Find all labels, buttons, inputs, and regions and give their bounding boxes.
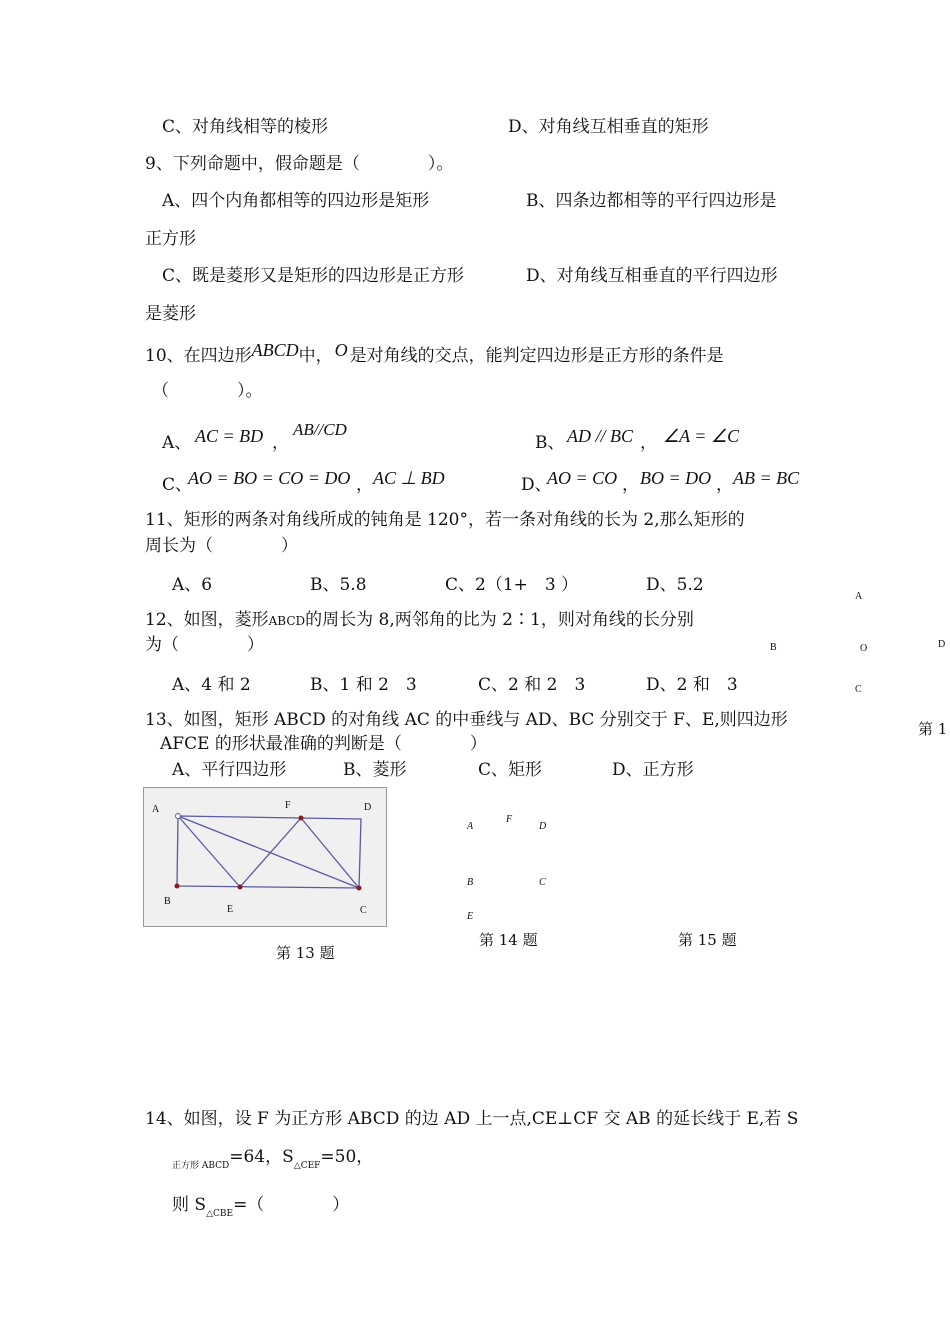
fig13-label-e: E: [227, 904, 234, 915]
fig12-label-a: A: [855, 591, 863, 602]
q10-option-b-math1: AD // BC: [567, 426, 633, 446]
q10-stem-prefix: 10、在四边形: [145, 346, 252, 366]
q10-option-d-sep2: ，: [716, 475, 733, 495]
q11-option-a: A、6: [172, 575, 213, 595]
q12-option-a: A、4 和 2: [172, 675, 251, 695]
q9-option-b-continued: 正方形: [145, 229, 196, 249]
q10-option-d-math3: AB = BC: [733, 468, 800, 488]
q12-line2: 为（ ）: [145, 635, 264, 655]
q11-option-c: C、2（1+ 3 ）: [445, 575, 579, 595]
fig13-label-d: D: [364, 802, 372, 813]
q14-line2: [172, 1146, 373, 1177]
fig14-label-f: F: [506, 814, 513, 825]
q9-option-a: A、四个内角都相等的四边形是矩形: [162, 191, 430, 211]
q10-option-b-label: B、: [535, 433, 565, 453]
q10-quad-name: ABCD: [251, 340, 299, 360]
q9-option-c: C、既是菱形又是矩形的四边形是正方形: [162, 266, 465, 286]
q13-line1: 13、如图，矩形 ABCD 的对角线 AC 的中垂线与 AD、BC 分别交于 F、E,则四边形: [145, 710, 788, 730]
fig14-caption: 第 14 题: [479, 931, 538, 949]
q8-option-d: D、对角线互相垂直的矩形: [508, 117, 709, 137]
fig13-caption: 第 13 题: [276, 944, 335, 962]
fig13-label-a: A: [152, 804, 160, 815]
fig12-label-c: C: [855, 684, 862, 695]
q12-line1-small: ABCD: [268, 614, 306, 628]
q10-stem-suffix: 是对角线的交点，能判定四边形是正方形的条件是: [349, 346, 724, 366]
fig13-point-b: [175, 884, 180, 889]
q13-option-a: A、平行四边形: [172, 760, 287, 780]
q10-option-c-label: C、: [162, 475, 193, 495]
q10-option-c-math2: AC ⊥ BD: [373, 468, 445, 488]
fig12-caption: 第 1: [918, 720, 948, 738]
q10-paren: （ ）。: [152, 381, 263, 401]
q9-option-d-continued: 是菱形: [145, 304, 196, 324]
fig13-svg: [144, 788, 386, 926]
q10-option-d-label: D、: [521, 475, 552, 495]
q13-option-d: D、正方形: [612, 760, 694, 780]
q10-option-c-sep: ，: [356, 475, 373, 495]
fig13-segment-fc: [301, 818, 359, 888]
fig13-segment-ae: [178, 816, 240, 887]
q13-option-b: B、菱形: [343, 760, 407, 780]
q10-option-a-math1: AC = BD: [195, 426, 264, 446]
q10-stem: [145, 340, 724, 367]
fig13-label-c: C: [360, 905, 367, 916]
q9-stem: 9、下列命题中，假命题是（ ）。: [145, 154, 454, 174]
fig14-label-e: E: [467, 911, 474, 922]
fig12-label-o: O: [860, 643, 868, 654]
q10-option-d-math2: BO = DO: [640, 468, 712, 488]
q10-option-b-sep: ，: [640, 433, 657, 453]
fig14-label-c: C: [539, 877, 546, 888]
q14-value-cef: =50，: [320, 1147, 374, 1167]
q12-line1-b: 的周长为 8,两邻角的比为 2∶1，则对角线的长分别: [305, 610, 694, 630]
q14-value-square: =64，S: [229, 1147, 294, 1167]
q10-option-b-math2: ∠A = ∠C: [663, 426, 740, 446]
q8-option-c: C、对角线相等的棱形: [162, 117, 329, 137]
q14-sub-cbe: △CBE: [206, 1209, 234, 1219]
q10-option-a-math2: AB//CD: [293, 420, 347, 439]
q11-line1: 11、矩形的两条对角线所成的钝角是 120°，若一条对角线的长为 2,那么矩形的: [145, 510, 745, 530]
fig13-label-f: F: [285, 800, 291, 811]
q14-sub-square: 正方形 ABCD: [172, 1161, 230, 1171]
q12-line1-a: 12、如图，菱形: [145, 610, 269, 630]
q14-line3-b: =（ ）: [233, 1195, 350, 1215]
q12-line1: [145, 609, 694, 632]
q14-line3: [172, 1194, 349, 1225]
q13-option-c: C、矩形: [478, 760, 543, 780]
fig14-label-d: D: [539, 821, 547, 832]
q9-option-d: D、对角线互相垂直的平行四边形: [526, 266, 778, 286]
q12-option-b: B、1 和 2 3: [310, 675, 417, 695]
q12-option-d: D、2 和 3: [646, 675, 738, 695]
fig13-point-f: [299, 816, 304, 821]
q10-option-d-sep1: ，: [622, 475, 639, 495]
fig14-label-a: A: [467, 821, 474, 832]
fig13-point-a: [176, 814, 181, 819]
q13-line2: AFCE 的形状最准确的判断是（ ）: [160, 734, 487, 754]
q11-option-d: D、5.2: [646, 575, 704, 595]
q11-option-b: B、5.8: [310, 575, 367, 595]
q10-option-d-math1: AO = CO: [547, 468, 618, 488]
fig12-label-d: D: [938, 639, 946, 650]
q10-option-a-sep: ，: [272, 433, 289, 453]
q14-sub-cef: △CEF: [293, 1161, 321, 1171]
fig13-diagonal-ac: [178, 816, 359, 888]
q10-stem-mid: 中，: [298, 346, 333, 366]
fig13-point-c: [357, 886, 362, 891]
fig13-label-b: B: [164, 896, 171, 907]
q14-line1: 14、如图，设 F 为正方形 ABCD 的边 AD 上一点,CE⊥CF 交 AB 的延长线于 E,若 S: [145, 1109, 799, 1129]
q10-option-a-label: A、: [162, 433, 192, 453]
q11-line2: 周长为（ ）: [145, 536, 298, 556]
q10-option-c-math1: AO = BO = CO = DO: [188, 468, 351, 488]
q14-line3-a: 则 S: [172, 1195, 207, 1215]
q12-option-c: C、2 和 2 3: [478, 675, 586, 695]
fig12-label-b: B: [770, 642, 777, 653]
fig13-point-e: [238, 885, 243, 890]
fig14-label-b: B: [467, 877, 474, 888]
fig15-caption: 第 15 题: [678, 931, 737, 949]
q10-point-name: O: [334, 340, 348, 360]
fig13-segment-ef: [240, 818, 301, 887]
fig13-rectangle-diagram: [143, 787, 387, 927]
q9-option-b: B、四条边都相等的平行四边形是: [526, 191, 777, 211]
